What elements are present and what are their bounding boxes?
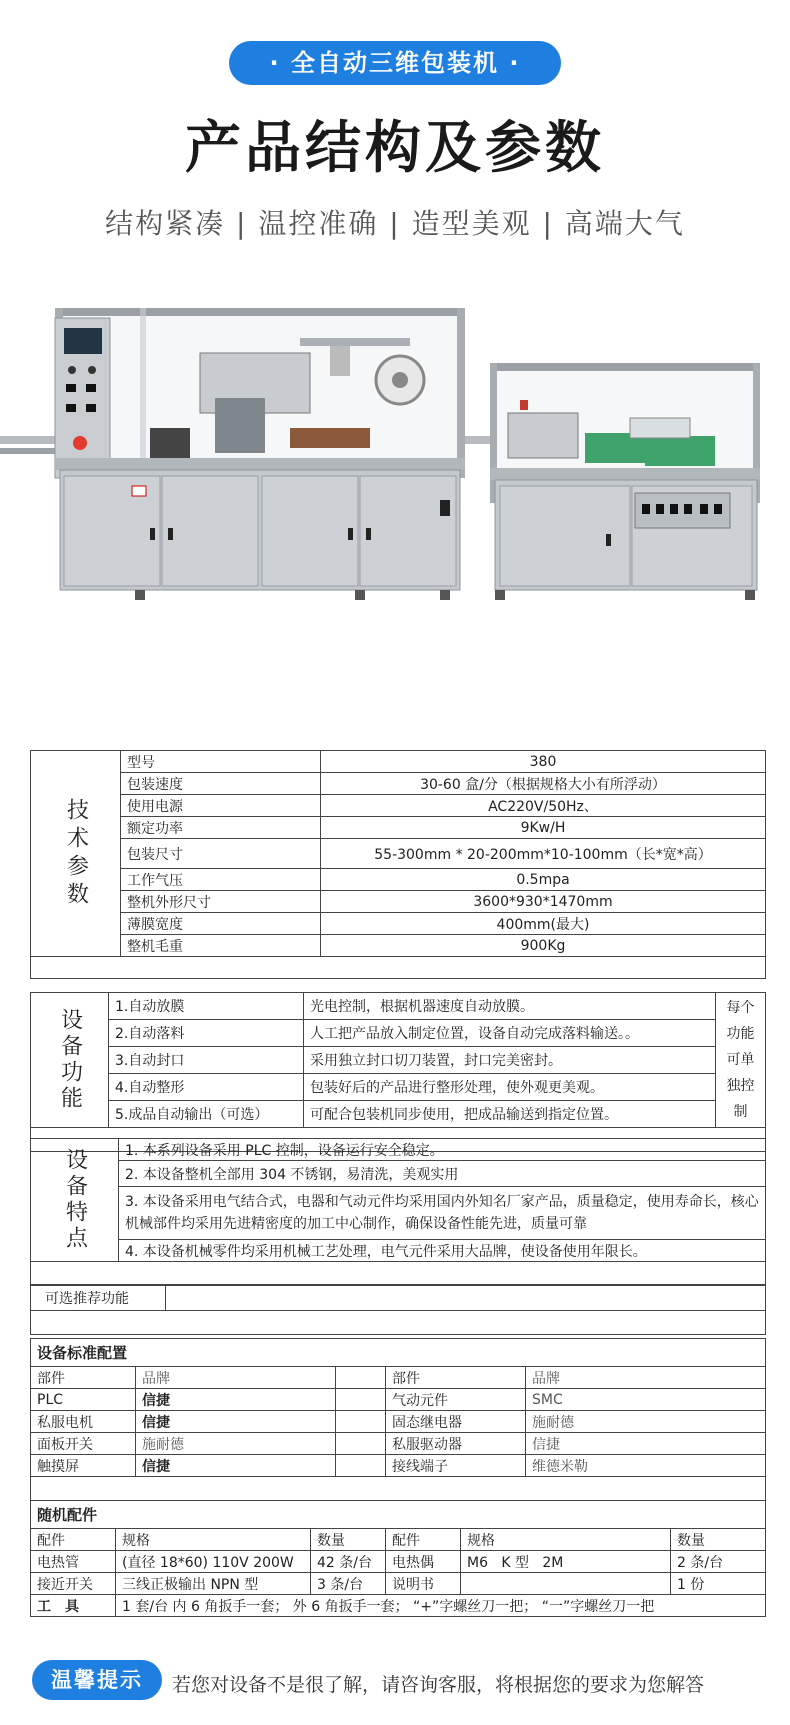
param-key: 使用电源 <box>121 795 321 817</box>
accessory-qty: 3 条/台 <box>311 1573 386 1595</box>
feature-item: 1. 本系列设备采用 PLC 控制，设备运行安全稳定。 <box>119 1139 766 1161</box>
table-row <box>31 935 766 957</box>
brand: 信捷 <box>136 1455 336 1477</box>
table-row <box>31 751 766 773</box>
brand: 信捷 <box>136 1411 336 1433</box>
tools-value: 1 套/台 内 6 角扳手一套； 外 6 角扳手一套； “+”字螺丝刀一把； “一”字螺丝刀一把 <box>116 1595 766 1617</box>
functions-side-label: 设备功能 <box>31 993 109 1128</box>
part: PLC <box>31 1389 136 1411</box>
table-row <box>31 1595 766 1617</box>
param-key: 额定功率 <box>121 817 321 839</box>
product-name-badge: · 全自动三维包装机 · <box>229 41 561 85</box>
accessory-spec: 三线正极输出 NPN 型 <box>116 1573 311 1595</box>
param-value: 55-300mm * 20-200mm*10-100mm（长*宽*高） <box>321 839 766 869</box>
feature-item: 2. 本设备整机全部用 304 不锈钢，易清洗，美观实用 <box>119 1161 766 1187</box>
table-row <box>31 1389 766 1411</box>
param-key: 包装尺寸 <box>121 839 321 869</box>
table-row <box>31 1139 766 1161</box>
table-row <box>31 795 766 817</box>
part: 私服电机 <box>31 1411 136 1433</box>
section-title-row <box>31 1339 766 1367</box>
page-subtitle: 结构紧凑 | 温控准确 | 造型美观 | 高端大气 <box>105 207 685 240</box>
tech-params-table <box>30 750 766 979</box>
param-value: 9Kw/H <box>321 817 766 839</box>
standard-config-table <box>30 1338 766 1501</box>
accessory-qty: 42 条/台 <box>311 1551 386 1573</box>
function-name: 5.成品自动输出（可选） <box>109 1101 304 1128</box>
touchscreen-icon <box>64 328 102 354</box>
header-spec: 规格 <box>116 1529 311 1551</box>
tip-badge: 温馨提示 <box>32 1660 162 1700</box>
header-part: 部件 <box>31 1367 136 1389</box>
standard-title: 设备标准配置 <box>31 1339 766 1367</box>
table-row <box>31 1020 766 1047</box>
table-row <box>31 1367 766 1389</box>
table-row <box>31 1285 766 1311</box>
table-row <box>31 913 766 935</box>
table-row <box>31 1240 766 1262</box>
header-brand: 品牌 <box>526 1367 766 1389</box>
machine-photo <box>0 308 790 688</box>
functions-right-label: 每个功能可单独控制 <box>716 993 766 1128</box>
part: 私服驱动器 <box>386 1433 526 1455</box>
param-key: 整机外形尺寸 <box>121 891 321 913</box>
param-key: 整机毛重 <box>121 935 321 957</box>
part: 接线端子 <box>386 1455 526 1477</box>
header-qty: 数量 <box>671 1529 766 1551</box>
features-table <box>30 1138 766 1286</box>
param-key: 型号 <box>121 751 321 773</box>
brand: 施耐德 <box>526 1411 766 1433</box>
function-name: 1.自动放膜 <box>109 993 304 1020</box>
table-row <box>31 1047 766 1074</box>
param-value: AC220V/50Hz、 <box>321 795 766 817</box>
accessories-table <box>30 1500 766 1617</box>
param-key: 工作气压 <box>121 869 321 891</box>
table-row <box>31 839 766 869</box>
part: 气动元件 <box>386 1389 526 1411</box>
accessory-part: 接近开关 <box>31 1573 116 1595</box>
table-row <box>31 1433 766 1455</box>
accessory-qty: 1 份 <box>671 1573 766 1595</box>
accessories-title: 随机配件 <box>31 1501 766 1529</box>
accessory-spec <box>461 1573 671 1595</box>
param-value: 30-60 盒/分（根据规格大小有所浮动） <box>321 773 766 795</box>
function-desc: 采用独立封口切刀装置，封口完美密封。 <box>304 1047 716 1074</box>
feature-item: 4. 本设备机械零件均采用机械工艺处理，电气元件采用大品牌，使设备使用年限长。 <box>119 1240 766 1262</box>
header-part: 配件 <box>386 1529 461 1551</box>
tech-side-label: 技术参数 <box>31 751 121 957</box>
part: 触摸屏 <box>31 1455 136 1477</box>
spacer-row <box>31 957 766 979</box>
accessory-spec: (直径 18*60) 110V 200W <box>116 1551 311 1573</box>
emergency-stop-icon <box>73 436 87 450</box>
table-row <box>31 1411 766 1433</box>
machine-top-frame <box>55 308 465 316</box>
table-row <box>31 773 766 795</box>
part: 固态继电器 <box>386 1411 526 1433</box>
accessory-part: 电热偶 <box>386 1551 461 1573</box>
feature-item: 3. 本设备采用电气结合式，电器和气动元件均采用国内外知名厂家产品，质量稳定，使用寿命长，核心机械部件均采用先进精密度的加工中心制作，确保设备性能先进，质量可靠 <box>119 1187 766 1240</box>
function-name: 2.自动落料 <box>109 1020 304 1047</box>
accessory-spec: M6 K 型 2M <box>461 1551 671 1573</box>
optional-label: 可选推荐功能 <box>31 1285 166 1311</box>
functions-table <box>30 992 766 1152</box>
accessory-qty: 2 条/台 <box>671 1551 766 1573</box>
spacer-row <box>31 1477 766 1501</box>
param-value: 0.5mpa <box>321 869 766 891</box>
table-row <box>31 1573 766 1595</box>
optional-table <box>30 1284 766 1335</box>
table-row <box>31 1074 766 1101</box>
function-desc: 可配合包装机同步使用，把成品输送到指定位置。 <box>304 1101 716 1128</box>
table-row <box>31 891 766 913</box>
page-title: 产品结构及参数 <box>185 116 605 181</box>
function-name: 3.自动封口 <box>109 1047 304 1074</box>
accessory-part: 说明书 <box>386 1573 461 1595</box>
table-row <box>31 993 766 1020</box>
brand: 信捷 <box>526 1433 766 1455</box>
param-value: 3600*930*1470mm <box>321 891 766 913</box>
brand: 维德米勒 <box>526 1455 766 1477</box>
table-row <box>31 1101 766 1128</box>
table-row <box>31 817 766 839</box>
table-row <box>31 1187 766 1240</box>
function-desc: 人工把产品放入制定位置，设备自动完成落料输送。。 <box>304 1020 716 1047</box>
header-part: 部件 <box>386 1367 526 1389</box>
accessory-part: 电热管 <box>31 1551 116 1573</box>
brand: 施耐德 <box>136 1433 336 1455</box>
spacer-row <box>31 1262 766 1286</box>
header-part: 配件 <box>31 1529 116 1551</box>
table-row <box>31 1455 766 1477</box>
table-row <box>31 1529 766 1551</box>
part: 面板开关 <box>31 1433 136 1455</box>
header-spec: 规格 <box>461 1529 671 1551</box>
param-key: 包装速度 <box>121 773 321 795</box>
param-value: 380 <box>321 751 766 773</box>
section-title-row <box>31 1501 766 1529</box>
function-desc: 光电控制，根据机器速度自动放膜。 <box>304 993 716 1020</box>
function-desc: 包装好后的产品进行整形处理，使外观更美观。 <box>304 1074 716 1101</box>
tip-text: 若您对设备不是很了解，请咨询客服，将根据您的要求为您解答 <box>172 1674 705 1696</box>
function-name: 4.自动整形 <box>109 1074 304 1101</box>
header-brand: 品牌 <box>136 1367 336 1389</box>
brand: SMC <box>526 1389 766 1411</box>
brand: 信捷 <box>136 1389 336 1411</box>
table-row <box>31 869 766 891</box>
table-row <box>31 1551 766 1573</box>
tools-label: 工 具 <box>31 1595 116 1617</box>
param-value: 400mm(最大) <box>321 913 766 935</box>
table-row <box>31 1161 766 1187</box>
spacer-row <box>31 1311 766 1335</box>
features-side-label: 设备特点 <box>31 1139 119 1262</box>
header-qty: 数量 <box>311 1529 386 1551</box>
param-value: 900Kg <box>321 935 766 957</box>
param-key: 薄膜宽度 <box>121 913 321 935</box>
